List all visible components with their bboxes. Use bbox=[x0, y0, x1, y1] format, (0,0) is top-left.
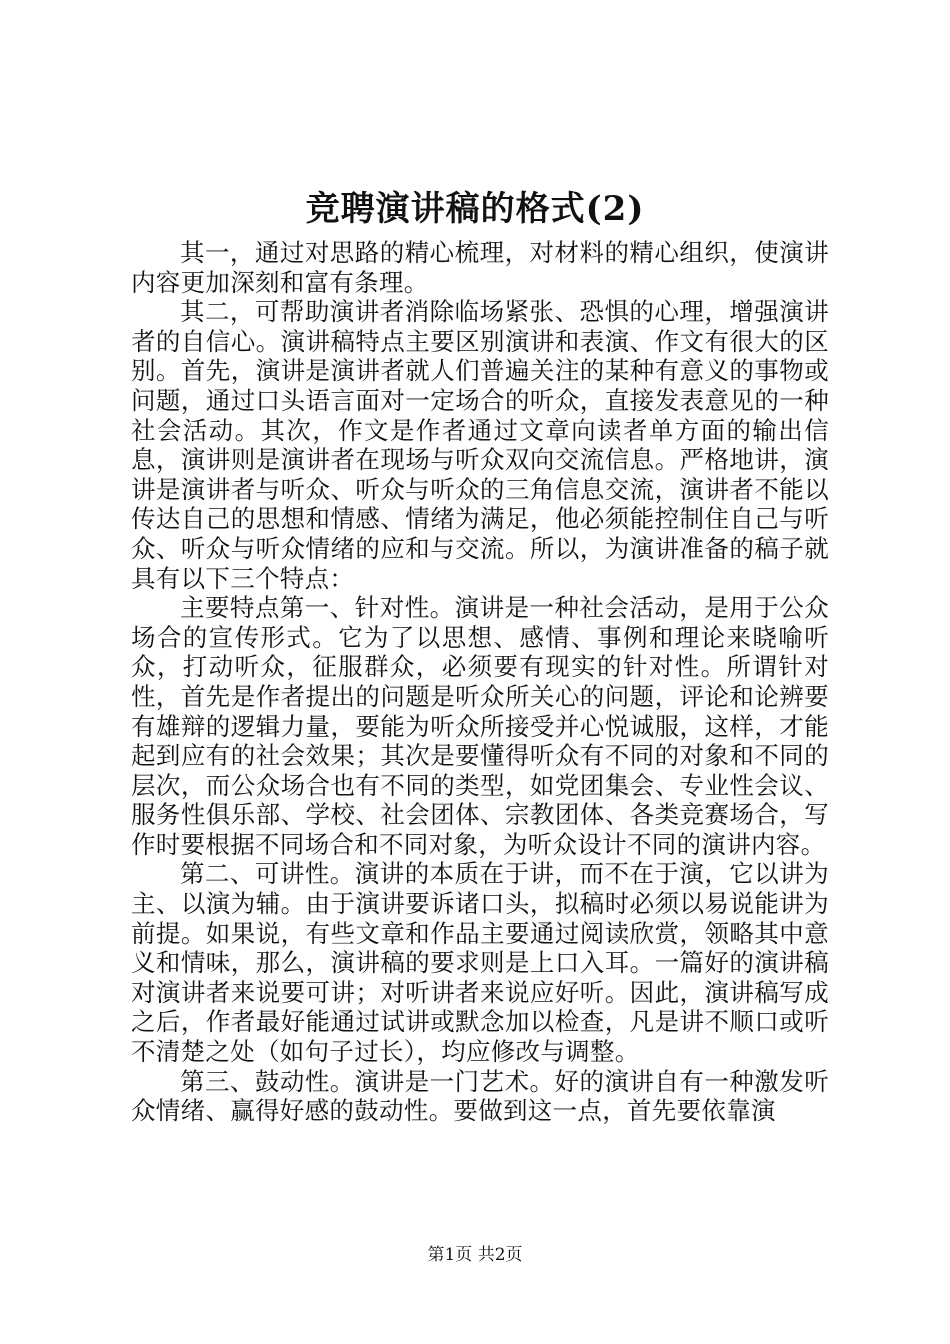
document-body bbox=[131, 238, 829, 1126]
paragraph-1: 其一，通过对思路的精心梳理，对材料的精心组织，使演讲内容更加深刻和富有条理。 bbox=[131, 238, 829, 297]
paragraph-4: 第二、可讲性。演讲的本质在于讲，而不在于演，它以讲为主、以演为辅。由于演讲要诉诸口头，拟稿时必须以易说能讲为前提。如果说，有些文章和作品主要通过阅读欣赏，领略其中意义和情味，那么，演讲稿的要求则是上口入耳。一篇好的演讲稿对演讲者来说要可讲；对听讲者来说应好听。因此，演讲稿写成之后，作者最好能通过试讲或默念加以检查，凡是讲不顺口或听不清楚之处（如句子过长），均应修改与调整。 bbox=[131, 859, 829, 1067]
document-title: 竞聘演讲稿的格式(2) bbox=[305, 189, 645, 229]
page-number-footer: 第1页 共2页 bbox=[427, 1245, 523, 1265]
paragraph-5: 第三、鼓动性。演讲是一门艺术。好的演讲自有一种激发听众情绪、赢得好感的鼓动性。要做到这一点，首先要依靠演 bbox=[131, 1066, 829, 1126]
paragraph-2: 其二，可帮助演讲者消除临场紧张、恐惧的心理，增强演讲者的自信心。演讲稿特点主要区别演讲和表演、作文有很大的区别。首先，演讲是演讲者就人们普遍关注的某种有意义的事物或问题，通过口头语言面对一定场合的听众，直接发表意见的一种社会活动。其次，作文是作者通过文章向读者单方面的输出信息，演讲则是演讲者在现场与听众双向交流信息。严格地讲，演讲是演讲者与听众、听众与听众的三角信息交流，演讲者不能以传达自己的思想和情感、情绪为满足，他必须能控制住自己与听众、听众与听众情绪的应和与交流。所以，为演讲准备的稿子就具有以下三个特点： bbox=[131, 297, 829, 593]
paragraph-3: 主要特点第一、针对性。演讲是一种社会活动，是用于公众场合的宣传形式。它为了以思想、感情、事例和理论来晓喻听众，打动听众，征服群众，必须要有现实的针对性。所谓针对性，首先是作者提出的问题是听众所关心的问题，评论和论辨要有雄辩的逻辑力量，要能为听众所接受并心悦诚服，这样，才能起到应有的社会效果；其次是要懂得听众有不同的对象和不同的层次，而公众场合也有不同的类型，如党团集会、专业性会议、服务性俱乐部、学校、社会团体、宗教团体、各类竞赛场合，写作时要根据不同场合和不同对象，为听众设计不同的演讲内容。 bbox=[131, 593, 829, 859]
